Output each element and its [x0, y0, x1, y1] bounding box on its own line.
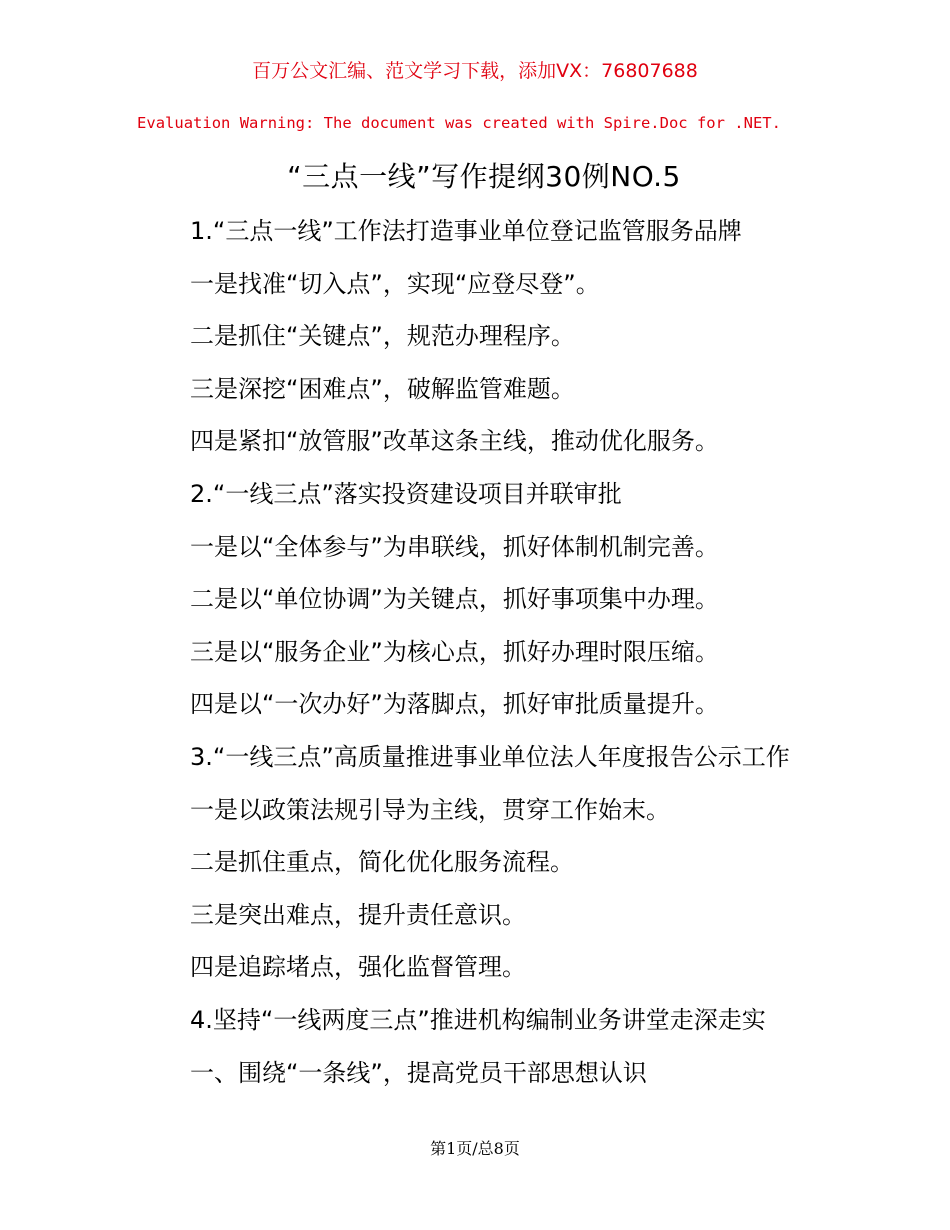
body-paragraph: 一、围绕“一条线”，提高党员干部思想认识	[190, 1058, 647, 1087]
body-paragraph: 三是突出难点，提升责任意识。	[190, 900, 526, 929]
evaluation-warning: Evaluation Warning: The document was created with Spire.Doc for .NET.	[137, 114, 781, 132]
document-title: “三点一线”写作提纲30例NO.5	[287, 160, 681, 193]
body-paragraph: 二是抓住重点，简化优化服务流程。	[190, 848, 574, 877]
section-heading: 3.“一线三点”高质量推进事业单位法人年度报告公示工作	[190, 742, 790, 771]
body-paragraph: 三是深挖“困难点”，破解监管难题。	[190, 374, 575, 403]
body-paragraph: 一是以政策法规引导为主线，贯穿工作始末。	[190, 795, 670, 824]
body-paragraph: 四是追踪堵点，强化监督管理。	[190, 953, 526, 982]
body-paragraph: 二是抓住“关键点”，规范办理程序。	[190, 322, 575, 351]
body-paragraph: 一是找准“切入点”，实现“应登尽登”。	[190, 269, 600, 298]
body-paragraph: 四是紧扣“放管服”改革这条主线，推动优化服务。	[190, 427, 719, 456]
body-paragraph: 四是以“一次办好”为落脚点，抓好审批质量提升。	[190, 690, 719, 719]
document-body	[190, 210, 930, 1104]
page-number-footer: 第1页/总8页	[430, 1139, 520, 1158]
body-paragraph: 一是以“全体参与”为串联线，抓好体制机制完善。	[190, 532, 719, 561]
section-heading: 1.“三点一线”工作法打造事业单位登记监管服务品牌	[190, 217, 742, 245]
section-heading: 2.“一线三点”落实投资建设项目并联审批	[190, 479, 622, 508]
section-heading: 4.坚持“一线两度三点”推进机构编制业务讲堂走深走实	[190, 1005, 766, 1034]
body-paragraph: 三是以“服务企业”为核心点，抓好办理时限压缩。	[190, 637, 719, 666]
header-banner: 百万公文汇编、范文学习下载，添加VX：76807688	[252, 60, 698, 82]
body-paragraph: 二是以“单位协调”为关键点，抓好事项集中办理。	[190, 585, 719, 614]
